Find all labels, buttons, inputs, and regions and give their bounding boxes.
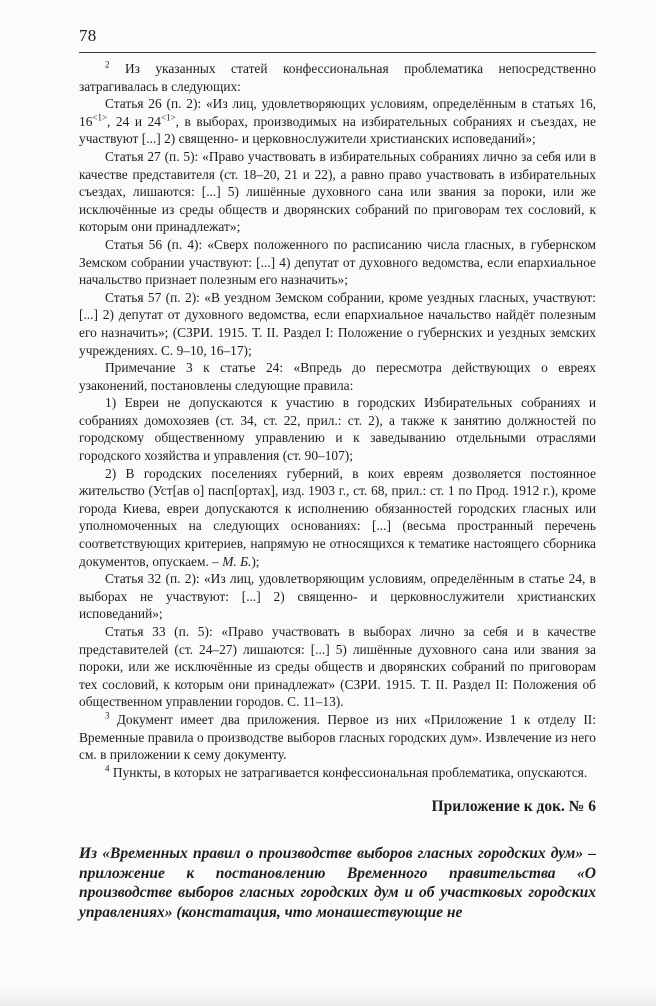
footnote-paragraph-art33 (79, 623, 596, 711)
footnote-marker: 3 (105, 710, 110, 721)
footnote-text: 2) В городских поселениях губерний, в коих евреям дозволяется постоянное жительство (Уст[ав о] пасп[ортах], изд. 1903 г., ст. 68, прил.: ст. 1 по Прод. 1912 г.), кроме города Киева, евреи допускаются к исполнению обязанностей городских гласных или уполномоченных на следующих основаниях: [...] (весьма пространный перечень соответствующих критериев, напрямую не относящихся к тематике настоящего сборника документов, опускаем. – (79, 465, 596, 569)
footnote-text: Статья 26 (п. 2): «Из лиц, удовлетворяющих условиям, определённым в статьях 16, 16 (79, 96, 596, 129)
footnote-text: Статья 56 (п. 4): «Сверх положенного по расписанию числа гласных, в губернском Земском собрании участвуют: [...] 4) депутат от духовного ведомства, если епархиальное начальство признает полезным его назначить»; (79, 236, 596, 288)
footnote-text: , 24 и 24 (107, 113, 161, 129)
footnote-marker: 2 (105, 59, 110, 70)
footnote-paragraph-fn3 (79, 711, 596, 764)
appendix-heading-text: Из «Временных правил о производстве выборов гласных городских дум» – приложение к постановлению Временного правительства «О производстве выборов гласных городских дум и об участковых городских управлениях» (констатация, что монашествующие не (79, 845, 596, 921)
footnote-italic: М. Б. (222, 553, 252, 569)
footnote-text: Из указанных статей конфессиональная проблематика непосредственно затрагивалась в следующих: (79, 61, 596, 94)
footnote-superscript: <1> (92, 112, 108, 123)
footnote-marker: 4 (105, 763, 110, 774)
footnote-paragraph-art57 (79, 289, 596, 359)
page-bottom-shade (0, 986, 656, 1006)
footnote-paragraph-note3 (79, 359, 596, 394)
footnote-paragraph-fn2-intro (79, 60, 596, 95)
footnote-paragraph-rule2 (79, 465, 596, 571)
footnote-paragraph-fn4 (79, 764, 596, 782)
footnote-superscript: <1> (160, 112, 176, 123)
footnote-text: Статья 32 (п. 2): «Из лиц, удовлетворяющим условиям, определённым в статье 24, в выборах не участвуют: [...] 2) священно- и церковнослужители христианских исповеданий»; (79, 571, 596, 622)
footnote-paragraph-rule1 (79, 394, 596, 464)
footnote-text: ); (251, 553, 260, 569)
footnote-paragraph-art26 (79, 95, 596, 148)
footnote-paragraph-art32 (79, 570, 596, 623)
footnote-paragraph-art27 (79, 148, 596, 236)
footnote-text: Документ имеет два приложения. Первое из них «Приложение 1 к отделу II: Временные правила о производстве выборов гласных городских дум». Извлечение из него см. в приложении к сему документу. (79, 711, 596, 763)
footnote-text: Статья 57 (п. 2): «В уездном Земском собрании, кроме уездных гласных, участвуют: [...] 2) депутат от духовного ведомства, если епархиальное начальство найдёт полезным его назначить»; (СЗРИ. 1915. Т. II. Раздел I: Положение о губернских и уездных земских учреждениях. С. 9–10, 16–17); (79, 289, 596, 358)
footnote-paragraph-art56 (79, 236, 596, 289)
appendix-heading (79, 844, 596, 922)
footnote-text: Статья 33 (п. 5): «Право участвовать в выборах лично за себя и в качестве представителей (ст. 24–27) лишаются: [...] 5) лишённые духовного сана или звания за пороки, или же исключённые из среды обществ и дворянских собраний по приговорам тех сословий, к которым они принадлежат» (СЗРИ. 1915. Т. II. Раздел II: Положения об общественном управлении городов. С. 11–13). (79, 624, 596, 710)
page-number: 78 (79, 26, 97, 45)
footnotes-block (79, 60, 596, 781)
footnote-text: 1) Евреи не допускаются к участию в городских Избирательных собраниях и собраниях домохозяев (ст. 34, ст. 22, прил.: ст. 2), а также к занятию должностей по городскому общественному управлению и к заведыванию отдельными отраслями городского хозяйства и управления (ст. 90–107); (79, 395, 596, 464)
footnote-text: Статья 27 (п. 5): «Право участвовать в избирательных собраниях лично за себя или в качестве представителя (ст. 18–20, 21 и 22), а равно право участвовать в избирательных съездах, лишаются: [...] 5) лишённые духовного сана или звания за пороки, или же исключённые из среды обществ и дворянских собраний по приговорам тех сословий, к которым они принадлежат»; (79, 148, 596, 235)
appendix-title: Приложение к док. № 6 (431, 798, 596, 815)
footnote-text: Примечание 3 к статье 24: «Впредь до пересмотра действующих о евреях узаконений, постановлены следующие правила: (79, 360, 596, 393)
header-rule (79, 52, 596, 53)
footnote-text: Пункты, в которых не затрагивается конфессиональная проблематика, опускаются. (109, 764, 588, 780)
footnote-text: , в выборах, производимых на избирательных собраниях и съездах, не участвуют [...] 2) священно- и церковнослужители христианских исповеданий»; (79, 113, 596, 147)
